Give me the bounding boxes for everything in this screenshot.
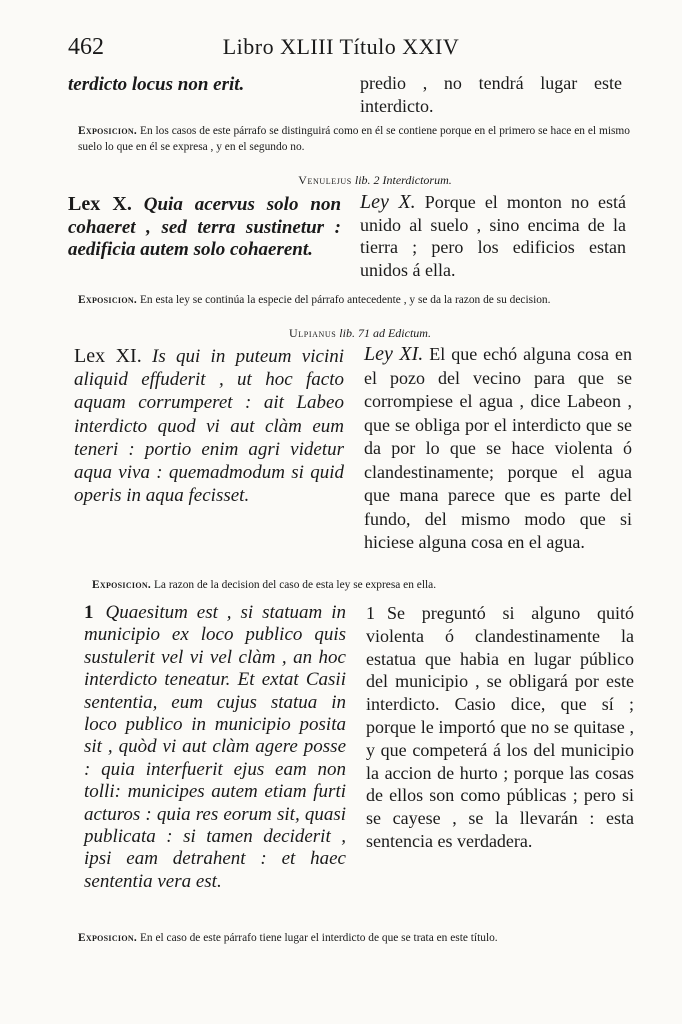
exposicion-text: La razon de la decision del caso de esta ley se expresa en ella. [153,579,437,591]
source-reference: lib. 2 Interdictorum. [354,173,452,187]
exposicion-text: En el caso de este párrafo tiene lugar el interdicto de que se trata en este título. [139,932,498,944]
exposicion-label: Exposicion. [78,932,138,944]
exposicion-text: En los casos de este párrafo se distinguirá como en él se contiene porque en el primero se hace en el mismo suelo lo que en él se expresa , y en el segundo no. [78,125,630,153]
exposicion-label: Exposicion. [92,579,152,591]
exposicion-label: Exposicion. [78,125,138,137]
exposicion-4 [78,931,633,947]
spanish-text: El que echó alguna cosa en el pozo del vecino para que se corrompiese el agua , dice Labeon , que se obliga por el interdicto que se da por lo que se hace violenta ó clandestinamente; porque el agua que mana parece que es parte del fundo, del mismo modo que si hiciese alguna cosa en el agua. [364,344,633,552]
lex-label: Lex XI. [74,345,142,367]
ley-label: Ley XI. [364,343,424,365]
exposicion-text: En esta ley se continúa la especie del párrafo antecedente , y se da la razon de su decision. [139,294,551,306]
jurist-name: Venulejus [298,173,352,187]
latin-text: Quaesitum est , si statuam in municipio ex loco publico quis sustulerit vel vi vel clàm , an hoc interdicto teneatur. Et extat Casii sententia, eum cujus statua in loco publico in municipio posita sit , quòd vi aut clàm agere posse : quia interfuerit ejus eam non tolli: municipes autem etiam furti acturos : quia res eorum sit, quasi publicata : si tamen deciderit , ipsi eam detrahent : et haec sententia vera est. [84,602,346,892]
lex-10-spanish [360,191,626,281]
exposicion-label: Exposicion. [78,294,138,306]
source-reference: lib. 71 ad Edictum. [339,326,431,340]
exposicion-3 [92,578,622,594]
lex-11-latin [74,345,344,507]
paragraph-number: 1 [366,603,375,623]
spanish-text: Se preguntó si alguno quitó violenta ó clandestinamente la estatua que habia en lugar público del municipio , se obligará por este interdicto. Casio dice, que sí ; porque le importó que no se quitase , y que competerá á los del municipio la accion de hurto ; porque las cosas de ellos son como públicas ; pero si se cayese , se la llevarán : esta sentencia es verdadera. [366,603,634,851]
spanish-text: Porque el monton no está unido al suelo , sino encima de la tierra ; pero los edificios estan unidos á ella. [360,192,627,280]
running-title: Libro XLIII Título XXIV [222,34,460,59]
ley-label: Ley X. [360,191,416,213]
source-citation-2 [250,326,470,341]
paragraph-1-latin [84,602,346,893]
spanish-continuation: predio , no tendrá lugar este interdicto. [360,73,622,116]
exposicion-2 [78,293,630,309]
lex-label: Lex X. [68,193,132,215]
latin-continuation: terdicto locus non erit. [68,74,245,95]
lex-10-latin [68,193,341,262]
exposicion-1 [78,124,630,155]
page-number: 462 [68,34,104,60]
paragraph-number: 1 [84,602,94,623]
source-citation-1 [250,173,500,188]
latin-text: Quia acervus solo non cohaeret , sed terra sustinetur : aedificia autem solo cohaerent. [68,194,342,261]
latin-text: Is qui in puteum vicini aliquid effuderit , ut hoc facto aquam corrumperet : ait Labeo interdicto quod vi aut clàm eum teneri : portio enim agri videtur aqua viva : quemadmodum si quid operis in aqua fecisset. [74,346,344,507]
lex-11-spanish [364,343,632,555]
jurist-name: Ulpianus [289,326,337,340]
paragraph-1-spanish [366,602,634,853]
